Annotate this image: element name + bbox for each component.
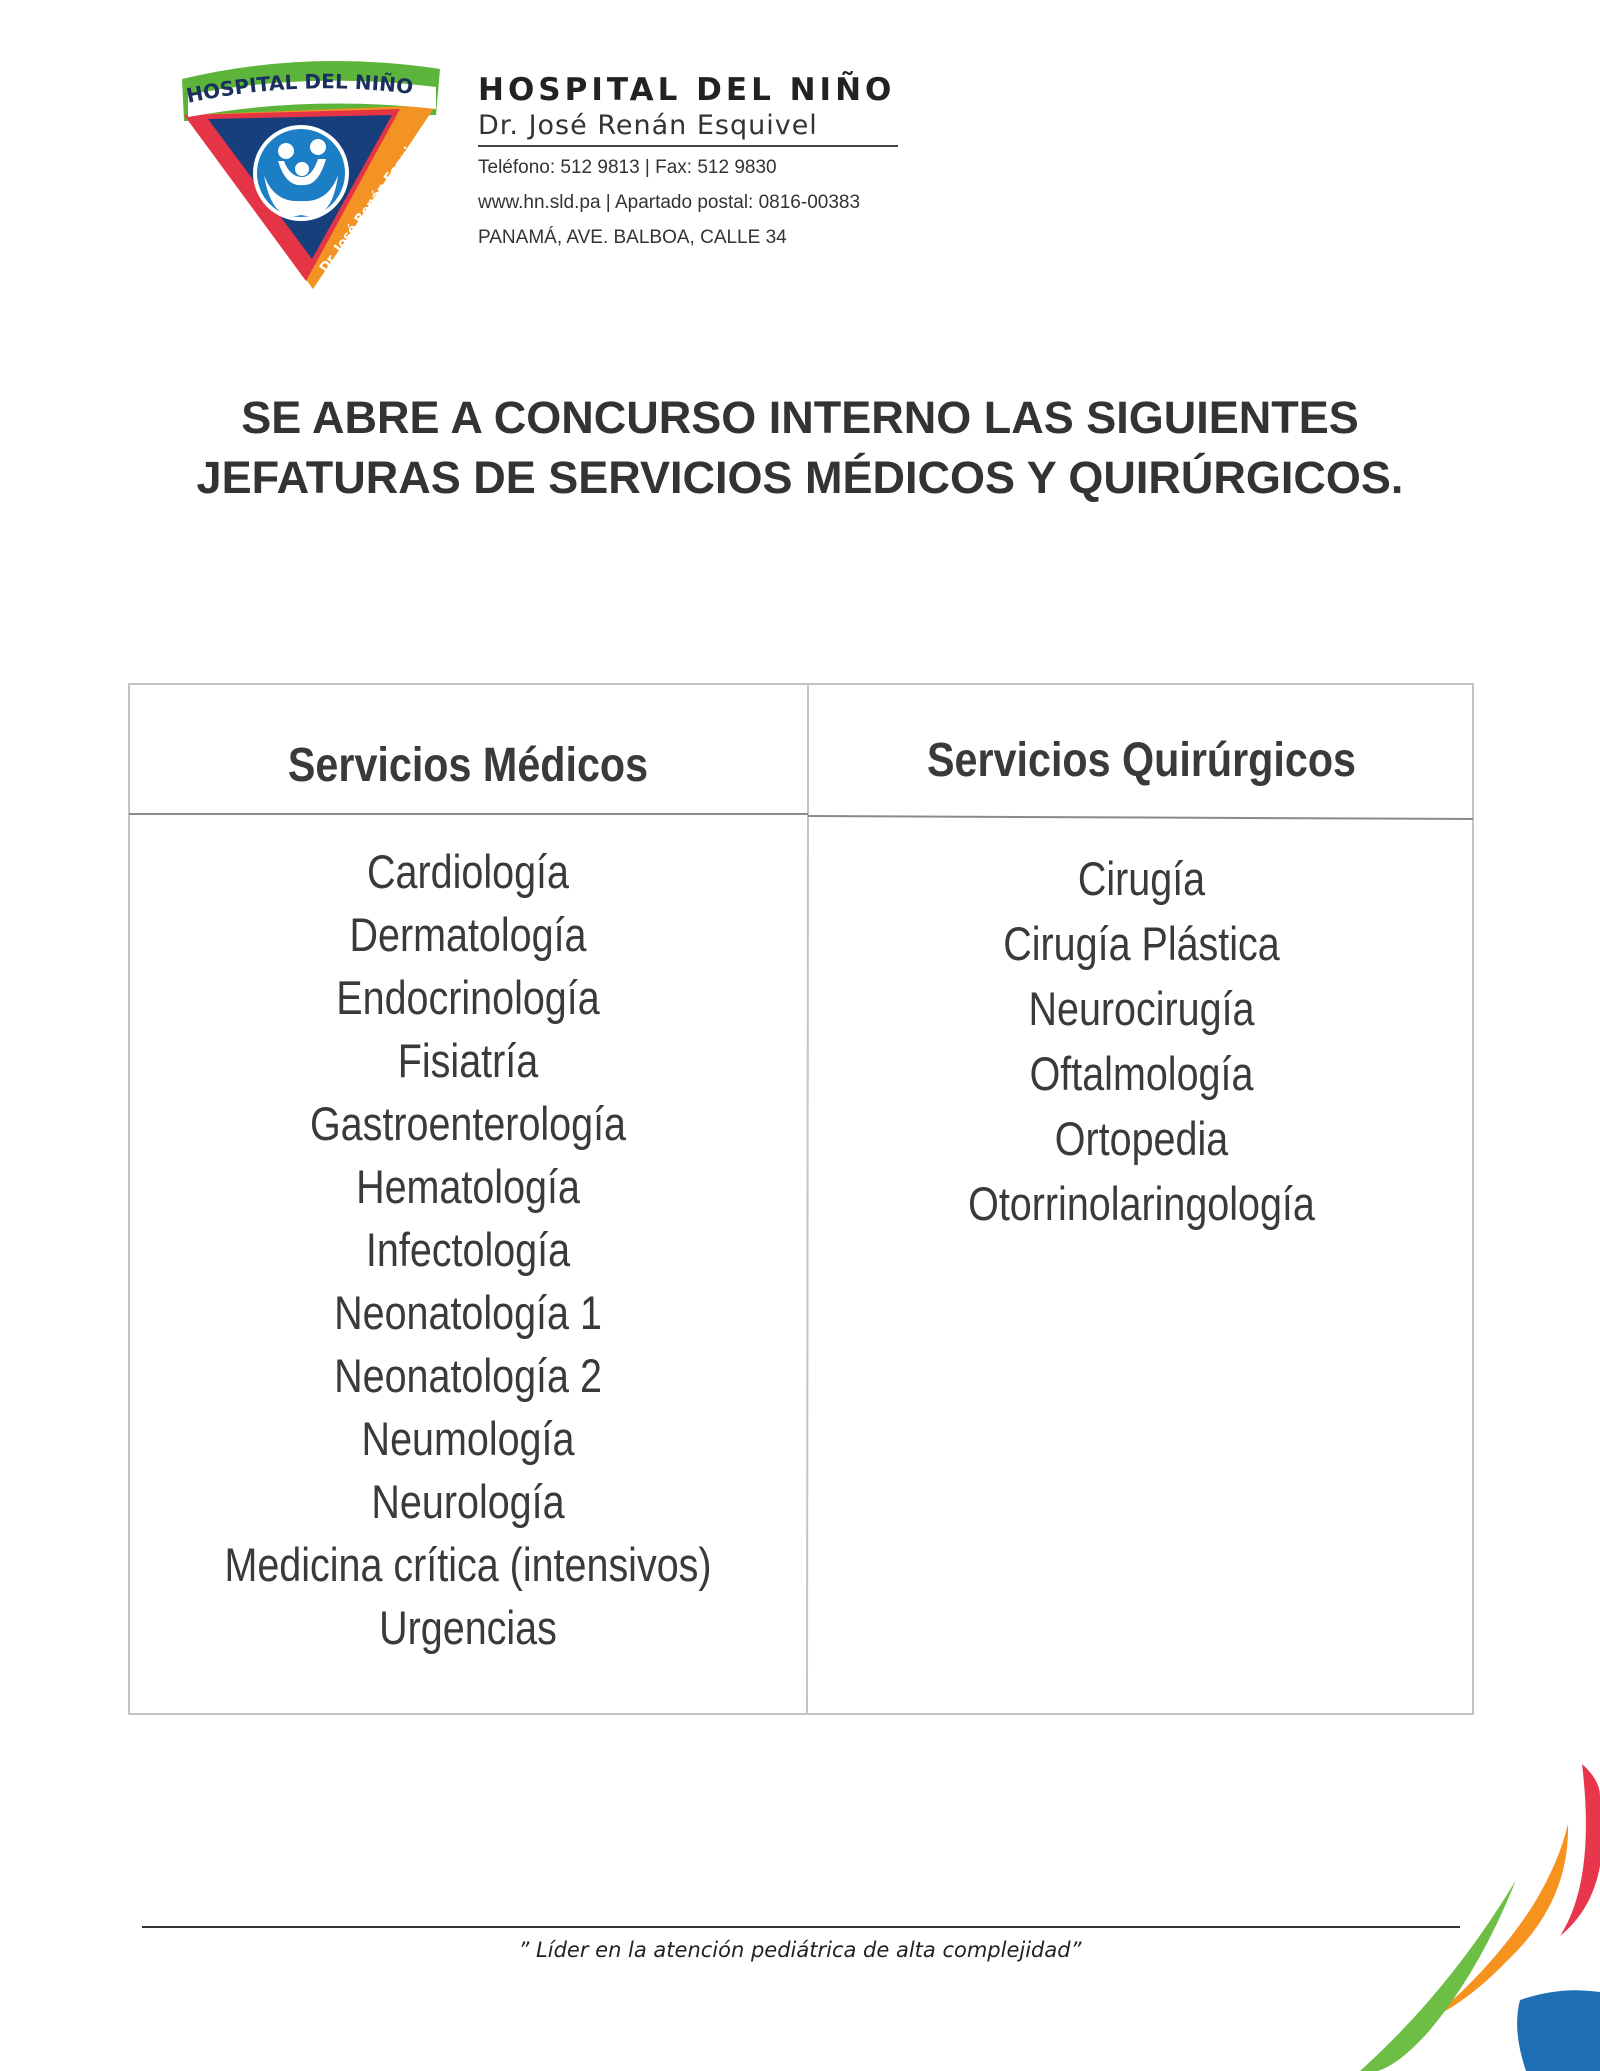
logo-arc-text: HOSPITAL DEL NIÑO: [184, 69, 415, 108]
hospital-name: HOSPITAL DEL NIÑO: [478, 72, 896, 108]
announcement-headline: [0, 388, 1600, 508]
list-item: Neumología: [361, 1412, 575, 1465]
list-item: Neonatología 2: [334, 1349, 602, 1402]
list-item: Dermatología: [349, 908, 587, 961]
letterhead: [478, 72, 898, 249]
list-item: Cirugía: [1077, 852, 1206, 905]
list-item: Urgencias: [379, 1601, 557, 1654]
list-item: Infectología: [365, 1223, 571, 1276]
list-item: Cardiología: [367, 845, 569, 898]
contact-address: PANAMÁ, AVE. BALBOA, CALLE 34: [478, 227, 787, 248]
corner-swoosh-decoration: [1300, 1700, 1600, 2071]
footer-divider: [142, 1926, 1460, 1928]
medical-services-list: [128, 840, 808, 1659]
list-item: Gastroenterología: [309, 1097, 627, 1150]
services-table: [128, 683, 1474, 1715]
list-item: Neurología: [371, 1475, 565, 1528]
logo-band-text: Dr. José Renán Esquiv: [317, 137, 422, 276]
list-item: Medicina crítica (intensivos): [224, 1538, 712, 1591]
footer-motto: ” Líder en la atención pediátrica de alta complejidad”: [518, 1938, 1082, 1962]
list-item: Neonatología 1: [334, 1286, 602, 1339]
surgical-services-list: [809, 846, 1474, 1236]
list-item: Neurocirugía: [1028, 982, 1255, 1035]
headline-line-2: JEFATURAS DE SERVICIOS MÉDICOS Y QUIRÚRGICOS.: [196, 452, 1404, 503]
headline-line-1: SE ABRE A CONCURSO INTERNO LAS SIGUIENTES: [241, 392, 1359, 443]
list-item: Hematología: [356, 1160, 580, 1213]
list-item: Oftalmología: [1029, 1047, 1254, 1100]
contact-phone-fax: Teléfono: 512 9813 | Fax: 512 9830: [478, 157, 777, 178]
contact-web-postal: www.hn.sld.pa | Apartado postal: 0816-00383: [478, 192, 861, 213]
list-item: Ortopedia: [1054, 1112, 1229, 1165]
surgical-services-heading: Servicios Quirúrgicos: [926, 734, 1357, 787]
hospital-subtitle: Dr. José Renán Esquivel: [478, 110, 898, 147]
hospital-logo: [178, 55, 443, 295]
medical-services-heading: Servicios Médicos: [287, 739, 649, 792]
list-item: Otorrinolaringología: [968, 1177, 1315, 1230]
list-item: Fisiatría: [397, 1034, 539, 1087]
list-item: Cirugía Plástica: [1003, 917, 1280, 970]
list-item: Endocrinología: [336, 971, 600, 1024]
